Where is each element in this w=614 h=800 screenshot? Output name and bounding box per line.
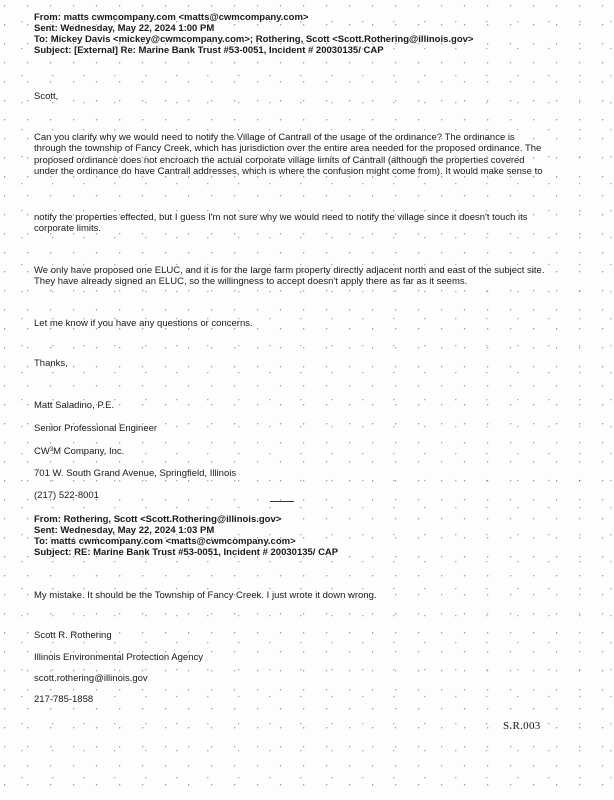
email2-to-label: To:	[34, 536, 49, 547]
email2-subject	[34, 547, 338, 558]
email2-sent	[34, 525, 214, 536]
email1-to-label: To:	[34, 34, 49, 45]
email1-paragraph-1	[34, 132, 579, 178]
email1-subject	[34, 45, 384, 56]
email1-p3-line: We only have proposed one ELUC, and it is for the large farm property directly adjacent north and east of the subject site.	[34, 265, 545, 276]
email1-p1-line: proposed ordinance does not encroach the actual corporate village limits of Cantrall (although the properties covered	[34, 154, 525, 166]
email1-sent-label: Sent:	[34, 23, 58, 34]
divider-line	[270, 501, 294, 502]
email2-body: My mistake. It should be the Township of Fancy Creek. I just wrote it down wrong.	[34, 590, 377, 601]
email1-paragraph-3	[34, 265, 579, 288]
email2-sent-label: Sent:	[34, 525, 58, 536]
email1-from-value: matts cwmcompany.com <matts@cwmcompany.com>	[63, 12, 309, 23]
email1-p1-line: under the ordinance do have Cantrall addresses, which is where the confusion might come from). It would make sense to	[34, 166, 543, 178]
company-name-prefix: CW	[34, 446, 50, 457]
email2-subject-label: Subject:	[34, 547, 72, 558]
email1-to	[34, 34, 473, 45]
email1-p2-line: corporate limits.	[34, 223, 102, 235]
email1-paragraph-4: Let me know if you have any questions or concerns.	[34, 318, 253, 329]
email1-greeting: Scott,	[34, 91, 59, 102]
page-number: S.R.003	[503, 720, 541, 732]
company-name-suffix: M Company, Inc.	[53, 446, 125, 457]
email1-signature-name: Matt Saladino, P.E.	[34, 400, 115, 411]
email1-paragraph-2	[34, 212, 579, 235]
email1-signature-address: 701 W. South Grand Avenue, Springfield, Illinois	[34, 468, 237, 479]
email2-signature-name: Scott R. Rothering	[34, 630, 112, 641]
email1-sent-value: Wednesday, May 22, 2024 1:00 PM	[60, 23, 215, 34]
email1-p2-line: notify the properties effected, but I guess I'm not sure why we would need to notify the village since it doesn't touch its	[34, 212, 528, 223]
email2-to-value: matts cwmcompany.com <matts@cwmcompany.com>	[50, 536, 296, 547]
email1-from	[34, 12, 308, 23]
email2-from-value: Rothering, Scott <Scott.Rothering@illinois.gov>	[63, 514, 282, 525]
email1-subject-label: Subject:	[34, 45, 72, 56]
email2-to	[34, 536, 296, 547]
email1-closing: Thanks,	[34, 358, 68, 369]
email1-p3-line: They have already signed an ELUC, so the willingness to accept doesn't apply there as far as it seems.	[34, 276, 468, 288]
company-name-superscript: 3	[49, 447, 54, 453]
email1-subject-value: [External] Re: Marine Bank Trust #53-0051, Incident # 20030135/ CAP	[74, 45, 384, 56]
email1-from-label: From:	[34, 12, 61, 23]
email1-to-value: Mickey Davis <mickey@cwmcompany.com>; Rothering, Scott <Scott.Rothering@illinois.gov>	[50, 34, 474, 45]
email1-signature-phone: (217) 522-8001	[34, 490, 99, 501]
email2-from-label: From:	[34, 514, 61, 525]
email2-subject-value: RE: Marine Bank Trust #53-0051, Incident # 20030135/ CAP	[74, 547, 339, 558]
email2-sent-value: Wednesday, May 22, 2024 1:03 PM	[60, 525, 215, 536]
email1-p1-line: Can you clarify why we would need to notify the Village of Cantrall of the usage of the ordinance? The ordinance is	[34, 132, 515, 143]
email2-signature-phone: 217-785-1858	[34, 694, 94, 705]
email1-sent	[34, 23, 214, 34]
email1-signature-company	[34, 446, 124, 457]
email2-signature-agency: Illinois Environmental Protection Agency	[34, 652, 203, 663]
email2-signature-email: scott.rothering@illinois.gov	[34, 673, 148, 684]
email1-signature-title: Senior Professional Engineer	[34, 423, 158, 434]
email2-from	[34, 514, 281, 525]
email1-p1-line: through the township of Fancy Creek, which has jurisdiction over the entire area needed for the proposed ordinance. The	[34, 143, 542, 155]
